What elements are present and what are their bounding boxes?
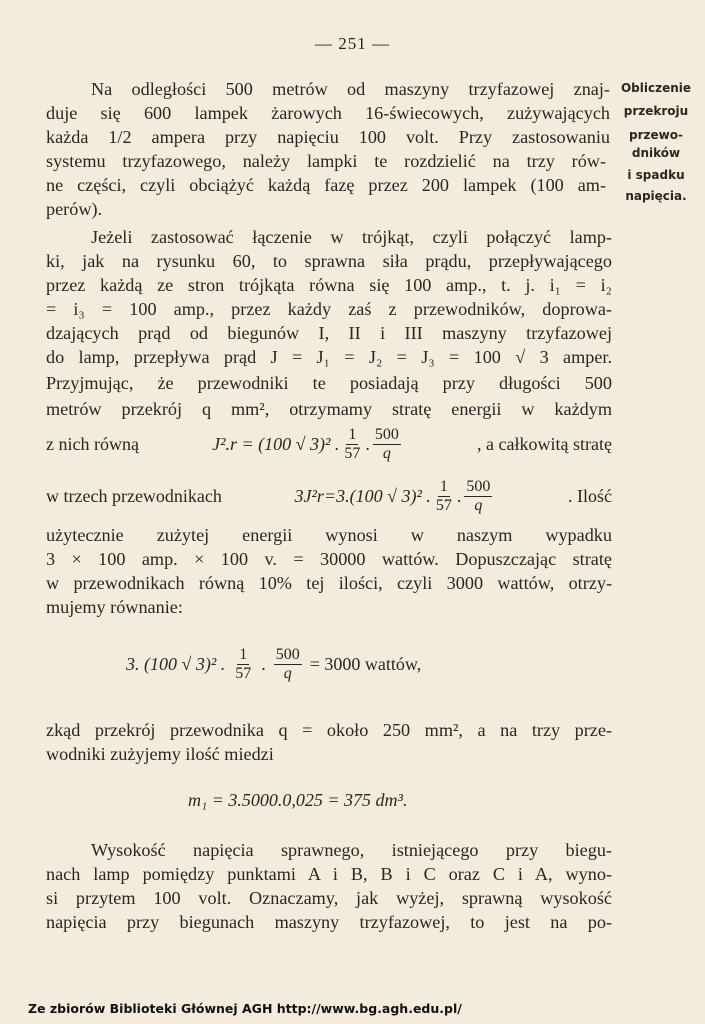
text-line: Przyjmując, że przewodniki te posiadają przy długości 500 xyxy=(46,373,612,393)
fraction xyxy=(434,478,454,515)
margin-note-line: przekroju xyxy=(623,104,689,118)
fraction xyxy=(274,646,302,683)
text-line: każda 1/2 ampera przy napięciu 100 volt. Przy zastosowaniu xyxy=(46,127,610,147)
text-line: wodniki zużyjemy ilość miedzi xyxy=(46,744,274,764)
page-number: — 251 — xyxy=(315,34,390,53)
text-line: Jeżeli zastosować łączenie w trójkąt, czyli połączyć lamp- xyxy=(91,227,612,247)
fraction-numerator: 1 xyxy=(348,426,357,443)
equation-3-post: = 3000 wattów, xyxy=(309,654,422,674)
text-line: ki, jak na rysunku 60, to sprawna siła prądu, przepływającego xyxy=(46,251,612,271)
text-line: perów). xyxy=(46,199,103,219)
fraction-denominator: 57 xyxy=(344,445,361,462)
equation-3: 3. (100 √ 3)² . $\frac{1}{57}$ . $\frac{500}{q}$ = 3000 wattów, xyxy=(126,646,422,682)
text-line: Wysokość napięcia sprawnego, istniejącego przy biegu- xyxy=(91,840,612,860)
equation-1-post: , a całkowitą stratę xyxy=(477,434,612,454)
fraction-numerator: 500 xyxy=(466,478,491,495)
fraction-numerator: 1 xyxy=(439,478,448,495)
fraction xyxy=(233,646,253,683)
margin-note-line: napięcia. xyxy=(625,189,687,203)
text-line: w przewodnikach równą 10% tej ilości, czyli 3000 wattów, otrzy- xyxy=(46,573,612,593)
fraction xyxy=(342,426,362,463)
library-footer: Ze zbiorów Biblioteki Głównej AGH http://www.bg.agh.edu.pl/ xyxy=(28,1001,462,1016)
fraction-denominator: 57 xyxy=(435,497,452,514)
text-line: napięcia przy biegunach maszyny trzyfazowej, to jest na po- xyxy=(46,912,612,932)
margin-note-line: Obliczenie xyxy=(620,81,692,95)
equation-2-post: . Ilość xyxy=(567,486,612,506)
text-line: duje się 600 lampek żarowych 16-świecowych, zużywających xyxy=(46,103,610,123)
text-line: systemu trzyfazowego, należy lampki te rozdzielić na trzy rów- xyxy=(46,151,606,171)
equation-2-expr: 3J²r=3.(100 √ 3)² . xyxy=(294,486,431,506)
fraction-numerator: 500 xyxy=(374,426,399,443)
text-line: metrów przekrój q mm², otrzymamy stratę energii w każdym xyxy=(46,399,612,419)
text-line: do lamp, przepływa prąd J = J₁ = J₂ = J₃ = 100 √ 3 amper. xyxy=(46,347,612,367)
text-line: mujemy równanie: xyxy=(46,597,183,617)
fraction-denominator: q xyxy=(382,445,391,462)
fraction-numerator: 500 xyxy=(275,646,300,663)
fraction-numerator: 1 xyxy=(239,646,248,663)
text-line: 3 × 100 amp. × 100 v. = 30000 wattów. Dopuszczając stratę xyxy=(46,549,612,569)
text-line: dzających prąd od biegunów I, II i III maszyny trzyfazowej xyxy=(46,323,612,343)
equation-4: m₁ = 3.5000.0,025 = 375 dm³. xyxy=(188,790,408,810)
text-line: si przytem 100 volt. Oznaczamy, jak wyżej, sprawną wysokość xyxy=(46,888,612,908)
text-line: nach lamp pomiędzy punktami A i B, B i C oraz C i A, wyno- xyxy=(46,864,612,884)
fraction-denominator: 57 xyxy=(235,665,252,682)
fraction-denominator: q xyxy=(283,665,292,682)
equation-2-pre: w trzech przewodnikach xyxy=(46,486,222,506)
fraction xyxy=(464,478,492,515)
fraction xyxy=(373,426,401,463)
text-line: Na odległości 500 metrów od maszyny trzyfazowej znaj- xyxy=(91,79,610,99)
text-line: = i₃ = 100 amp., przez każdy zaś z przewodników, doprowa- xyxy=(46,299,612,319)
equation-3-expr: 3. (100 √ 3)² . xyxy=(126,654,226,674)
text-line: ne części, czyli obciążyć każdą fazę przez 200 lampek (100 am- xyxy=(46,175,606,195)
equation-2: w trzech przewodnikach 3J²r=3.(100 √ 3)² . $\frac{1}{57}$ . $\frac{500}{q}$ . Ilość xyxy=(46,478,612,514)
margin-note-line: i spadku xyxy=(627,168,685,182)
equation-1: z nich równą J².r = (100 √ 3)² . $\frac{1}{57}$ . $\frac{500}{q}$ , a całkowitą stratę xyxy=(46,426,612,462)
equation-1-expr: J².r = (100 √ 3)² . xyxy=(212,434,340,454)
equation-1-pre: z nich równą xyxy=(46,434,139,454)
text-line: zkąd przekrój przewodnika q = około 250 mm², a na trzy prze- xyxy=(46,720,612,740)
margin-note-line: dników xyxy=(631,146,681,160)
fraction-denominator: q xyxy=(474,497,483,514)
margin-note-line: przewo- xyxy=(629,128,683,142)
text-line: przez każdą ze stron trójkąta równa się 100 amp., t. j. i₁ = i₂ xyxy=(46,275,612,295)
text-line: użytecznie zużytej energii wynosi w naszym wypadku xyxy=(46,525,612,545)
